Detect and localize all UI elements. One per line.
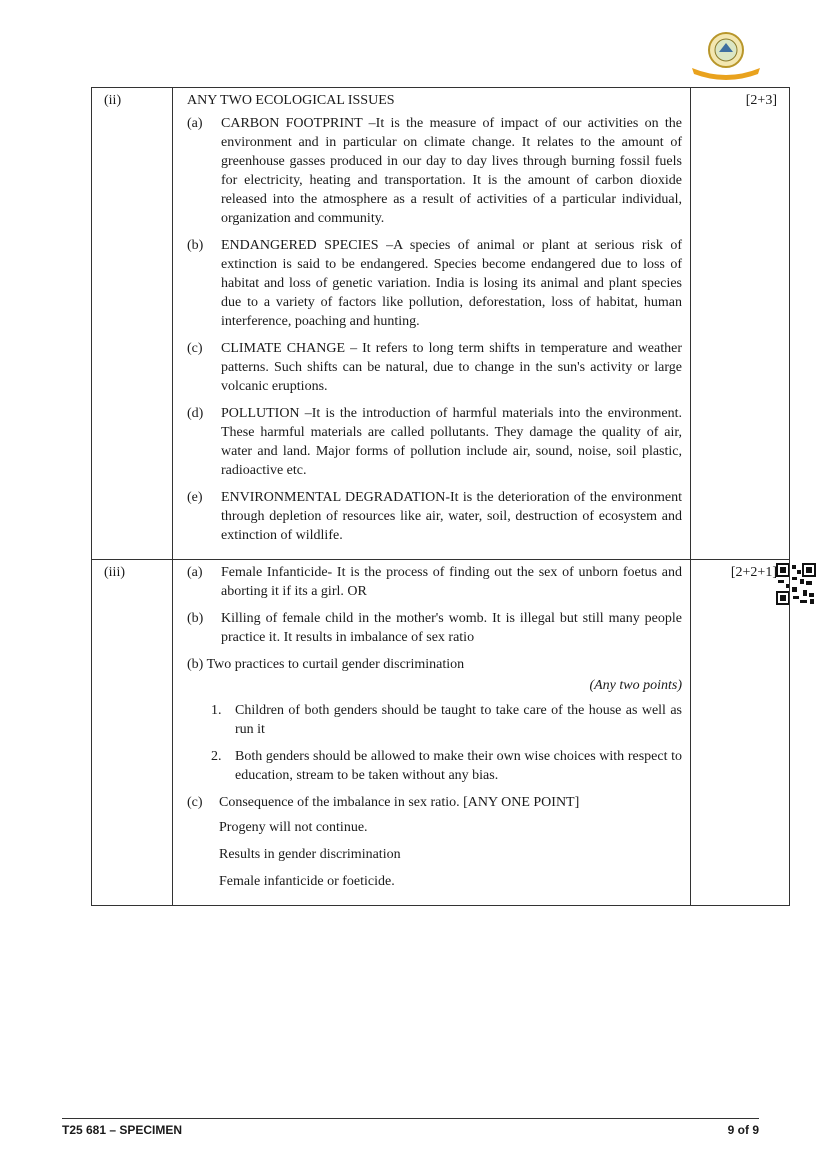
list-item: (a) CARBON FOOTPRINT –It is the measure of impact of our activities on the environment and in particular on climate change. It relates to the amount of greenhouse gasses produced in our day to day lives through burning fossil fuels for electricity, heating and transportation. It is the amount of carbon dioxide released into the atmosphere as a result of activities of a particular individual, organization and community. bbox=[187, 116, 682, 226]
list-item: (d) POLLUTION –It is the introduction of harmful materials into the environment. These harmful materials are called pollutants. They damage the quality of air, water and land. Major forms of pollution include air, sound, noise, soil plastic, radioactive etc. bbox=[187, 406, 682, 478]
list-item: 2. Both genders should be allowed to make their own wise choices with respect to education, stream to be taken without any bias. bbox=[211, 749, 682, 783]
page-footer bbox=[62, 1118, 759, 1137]
list-item: (c) CLIMATE CHANGE – It refers to long term shifts in temperature and weather patterns. Such shifts can be natural, due to change in the sun's activity or large volcanic eruptions. bbox=[187, 341, 682, 394]
question-number: (ii) bbox=[92, 88, 173, 560]
paper-code: T25 681 – SPECIMEN bbox=[62, 1123, 183, 1137]
answer-cell bbox=[173, 560, 691, 906]
list-item: 1. Children of both genders should be taught to take care of the house as well as run it bbox=[211, 703, 682, 737]
marks-allocation: [2+2+1] bbox=[691, 560, 790, 906]
list-item: (e) ENVIRONMENTAL DEGRADATION-It is the deterioration of the environment through depletion of resources like air, water, soil, destruction of ecosystem and extinction of wildlife. bbox=[187, 490, 682, 543]
answer-cell bbox=[173, 88, 691, 560]
list-item: Female infanticide or foeticide. bbox=[219, 874, 395, 889]
question-number: (iii) bbox=[92, 560, 173, 906]
answer-heading: ANY TWO ECOLOGICAL ISSUES bbox=[187, 93, 395, 108]
list-item: Progeny will not continue. bbox=[219, 820, 368, 835]
list-item: (b) ENDANGERED SPECIES –A species of animal or plant at serious risk of extinction is said to be endangered. Species become endangered due to loss of habitat and loss of genetic variation. India is losing its animal and plant species due to a variety of factors like pollution, deforestation, loss of habitat, human interference, poaching and hunting. bbox=[187, 238, 682, 329]
table-row bbox=[92, 88, 790, 560]
marks-allocation: [2+3] bbox=[691, 88, 790, 560]
list-item: (a) Female Infanticide- It is the process of finding out the sex of unborn foetus and aborting it if its a girl. OR bbox=[187, 565, 682, 599]
list-item: Results in gender discrimination bbox=[219, 847, 401, 862]
council-emblem-icon bbox=[690, 28, 762, 80]
table-row bbox=[92, 560, 790, 906]
list-item: (b) Killing of female child in the mother's womb. It is illegal but still many people practice it. It results in imbalance of sex ratio bbox=[187, 611, 682, 645]
marking-scheme-table bbox=[91, 87, 790, 906]
consequence-heading: (c) Consequence of the imbalance in sex ratio. [ANY ONE POINT] bbox=[187, 795, 580, 810]
sub-heading: (b) Two practices to curtail gender discrimination bbox=[187, 657, 465, 672]
page-number: 9 of 9 bbox=[727, 1123, 759, 1137]
note-text: (Any two points) bbox=[589, 678, 682, 693]
